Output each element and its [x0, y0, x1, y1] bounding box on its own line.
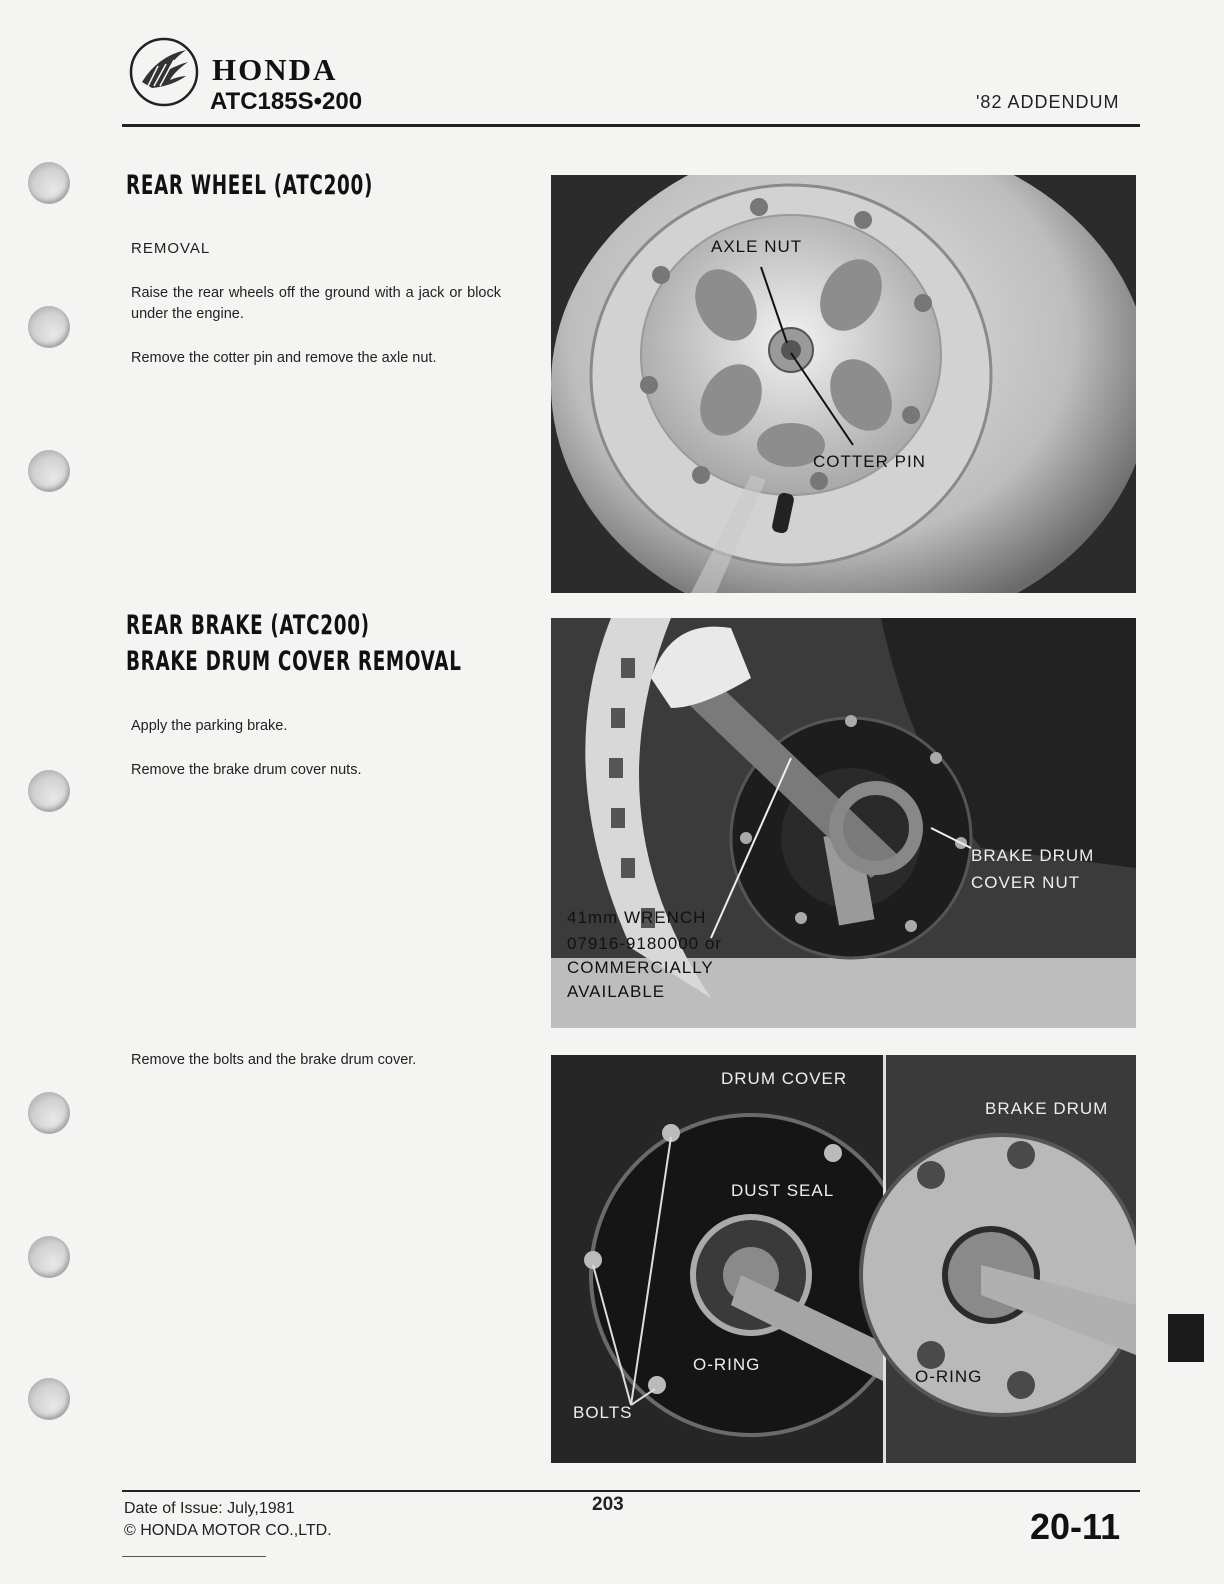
- section-edge-tab: [1168, 1314, 1204, 1362]
- binder-hole: [28, 770, 70, 812]
- binder-hole: [28, 306, 70, 348]
- section-drum-cover-title: BRAKE DRUM COVER REMOVAL: [126, 646, 462, 677]
- section-rear-brake-title: REAR BRAKE (ATC200): [126, 610, 370, 641]
- label-brake-drum-right: BRAKE DRUM: [985, 1099, 1109, 1118]
- page-number: 203: [592, 1494, 624, 1515]
- label-bolts: BOLTS: [573, 1403, 633, 1422]
- section-rear-wheel-title: REAR WHEEL (ATC200): [126, 170, 374, 201]
- rear-wheel-step-cotter: Remove the cotter pin and remove the axle nut.: [131, 350, 437, 366]
- label-drum-cover: DRUM COVER: [721, 1069, 848, 1088]
- photo-drum-cover-and-brake-drum: [551, 1055, 1136, 1463]
- model-name: ATC185S•200: [210, 88, 363, 115]
- label-wrench-part-number: 07916-9180000 or: [567, 934, 722, 953]
- rear-wheel-step-raise: Raise the rear wheels off the ground with a jack or block under the engine.: [131, 285, 501, 322]
- label-brake-drum: BRAKE DRUM: [971, 846, 1095, 865]
- label-available: AVAILABLE: [567, 982, 666, 1001]
- issue-date: Date of Issue: July,1981: [124, 1500, 295, 1517]
- label-cover-nut: COVER NUT: [971, 873, 1081, 892]
- rear-wheel-illustration: [551, 175, 1136, 593]
- footer-short-rule: [122, 1556, 266, 1557]
- binder-hole: [28, 162, 70, 204]
- removal-subtitle: REMOVAL: [131, 240, 211, 257]
- binder-hole: [28, 1092, 70, 1134]
- label-commercially: COMMERCIALLY: [567, 958, 714, 977]
- copyright: © HONDA MOTOR CO.,LTD.: [124, 1522, 332, 1539]
- brake-step-bolts: Remove the bolts and the brake drum cover.: [131, 1052, 417, 1068]
- binder-hole: [28, 450, 70, 492]
- label-wrench-size: 41mm WRENCH: [567, 908, 707, 927]
- header-rule: [122, 124, 1140, 127]
- photo-rear-wheel: [551, 175, 1136, 593]
- label-axle-nut: AXLE NUT: [711, 237, 803, 256]
- binder-hole: [28, 1236, 70, 1278]
- photo-brake-drum-cover-nut: [551, 618, 1136, 1028]
- label-o-ring-drum: O-RING: [915, 1367, 983, 1386]
- brand-name: HONDA: [212, 52, 338, 87]
- brake-step-nuts: Remove the brake drum cover nuts.: [131, 762, 362, 778]
- footer-rule: [122, 1490, 1140, 1492]
- label-dust-seal: DUST SEAL: [731, 1181, 835, 1200]
- brake-step-parking: Apply the parking brake.: [131, 718, 288, 734]
- binder-hole: [28, 1378, 70, 1420]
- honda-wing-logo-icon: [128, 36, 200, 108]
- label-cotter-pin: COTTER PIN: [813, 452, 926, 471]
- label-o-ring-cover: O-RING: [693, 1355, 761, 1374]
- section-page-number: 20-11: [1030, 1506, 1121, 1547]
- addendum-label: '82 ADDENDUM: [976, 92, 1120, 112]
